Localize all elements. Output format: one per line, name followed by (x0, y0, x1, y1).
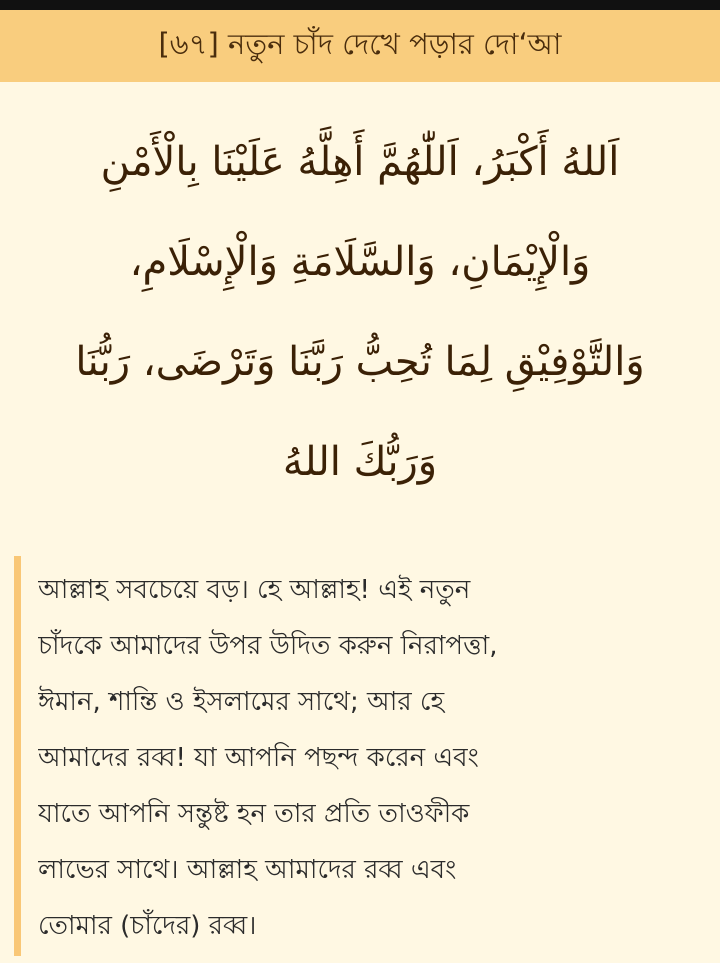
translation-line: আল্লাহ সবচেয়ে বড়। হে আল্লাহ! এই নতুন (38, 575, 471, 605)
translation-line: তোমার (চাঁদের) রব্ব। (38, 911, 257, 941)
section-header (0, 10, 720, 82)
translation-line: লাভের সাথে। আল্লাহ আমাদের রব্ব এবং (38, 855, 457, 885)
translation-line: যাতে আপনি সন্তুষ্ট হন তার প্রতি তাওফীক (38, 799, 470, 829)
arabic-dua-text (20, 112, 700, 512)
translation-line: চাঁদকে আমাদের উপর উদিত করুন নিরাপত্তা, (38, 631, 498, 661)
arabic-line: اَللهُ أَكْبَرُ، اَللّٰهُمَّ أَهِلَّهُ عَلَيْنَا بِالْأَمْنِ (100, 139, 620, 185)
arabic-line: وَالتَّوْفِيْقِ لِمَا تُحِبُّ رَبَّنَا وَتَرْضَى، رَبُّنَا (75, 339, 645, 385)
status-bar-strip (0, 0, 720, 10)
translation-block (14, 556, 698, 956)
translation-text (38, 562, 694, 954)
page-title: [৬৭] নতুন চাঁদ দেখে পড়ার দো‘আ (158, 26, 562, 61)
quote-accent-bar (14, 556, 21, 956)
arabic-line: وَرَبُّكَ اللهُ (282, 439, 438, 485)
translation-line: আমাদের রব্ব! যা আপনি পছন্দ করেন এবং (38, 743, 479, 773)
arabic-line: وَالْإِيْمَانِ، وَالسَّلَامَةِ وَالْإِسْلَامِ، (129, 239, 591, 285)
translation-line: ঈমান, শান্তি ও ইসলামের সাথে; আর হে (38, 687, 445, 717)
